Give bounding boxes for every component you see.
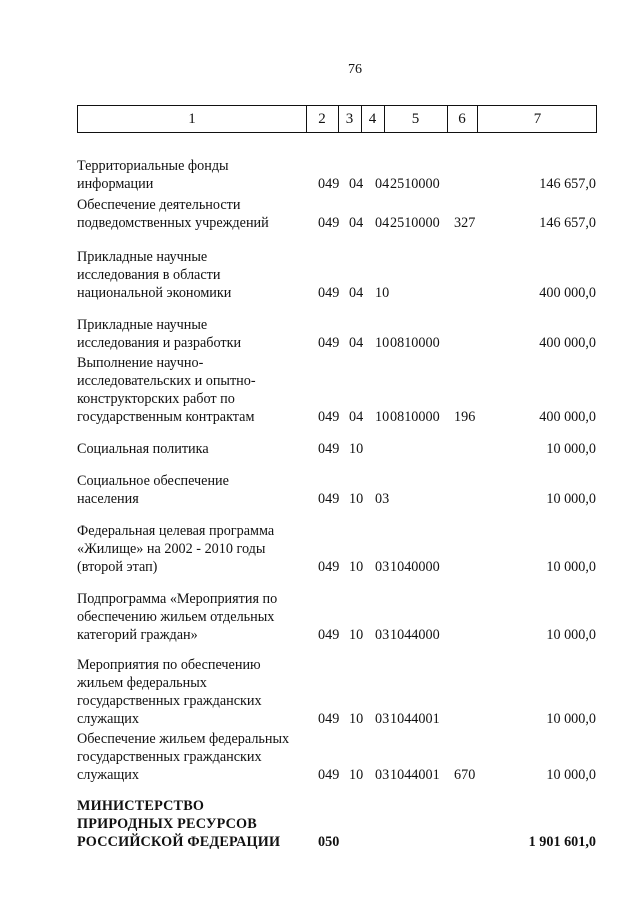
row-code-6: 327 (454, 215, 476, 231)
row-amount: 400 000,0 (539, 409, 596, 425)
row-code-2: 049 (318, 559, 340, 575)
row-code-4: 10 (375, 335, 390, 351)
table-row (0, 797, 640, 851)
table-row (0, 440, 640, 458)
table-row (0, 354, 640, 426)
row-amount: 10 000,0 (546, 559, 596, 575)
table-row (0, 730, 640, 784)
row-code-3: 04 (349, 215, 364, 231)
table-row (0, 656, 640, 728)
row-code-2: 049 (318, 215, 340, 231)
row-code-4: 04 (375, 215, 390, 231)
row-code-3: 10 (349, 767, 364, 783)
row-code-2: 049 (318, 441, 340, 457)
table-row (0, 590, 640, 644)
row-code-4: 10 (375, 285, 390, 301)
row-code-4: 03 (375, 767, 390, 783)
header-col-5: 5 (411, 110, 420, 127)
row-code-3: 10 (349, 711, 364, 727)
row-description: Социальная политика (77, 441, 209, 457)
row-description: Мероприятия по обеспечению жильем федеральных государственных гражданских служащих (77, 657, 262, 727)
row-code-3: 10 (349, 441, 364, 457)
row-amount: 146 657,0 (539, 215, 596, 231)
row-amount: 10 000,0 (546, 711, 596, 727)
row-code-4: 04 (375, 176, 390, 192)
row-code-5: 1044001 (390, 767, 440, 783)
table-row (0, 157, 640, 193)
header-col-7: 7 (533, 110, 542, 127)
header-col-3: 3 (345, 110, 354, 127)
header-col-6: 6 (458, 110, 466, 127)
row-code-4: 03 (375, 711, 390, 727)
column-header-table (77, 105, 597, 133)
row-code-2: 049 (318, 285, 340, 301)
row-code-5: 0810000 (390, 409, 440, 425)
row-description: Обеспечение жильем федеральных государственных гражданских служащих (77, 731, 290, 783)
row-code-5: 1044000 (390, 627, 440, 643)
row-code-2: 049 (318, 491, 340, 507)
row-code-5: 2510000 (390, 215, 440, 231)
row-code-2: 050 (318, 834, 340, 850)
header-col-2: 2 (318, 110, 326, 127)
row-description: МИНИСТЕРСТВО ПРИРОДНЫХ РЕСУРСОВ РОССИЙСКОЙ ФЕДЕРАЦИИ (77, 798, 281, 850)
row-amount: 10 000,0 (546, 767, 596, 783)
row-description: Выполнение научно- исследовательских и опытно- конструкторских работ по государственным контрактам (77, 355, 256, 425)
row-code-2: 049 (318, 627, 340, 643)
table-row (0, 248, 640, 302)
row-description: Федеральная целевая программа «Жилище» на 2002 - 2010 годы (второй этап) (77, 523, 275, 575)
row-description: Социальное обеспечение населения (77, 473, 229, 507)
header-col-4: 4 (368, 110, 377, 127)
row-code-3: 10 (349, 491, 364, 507)
row-description: Обеспечение деятельности подведомственных учреждений (77, 197, 269, 231)
page-number: 76 (348, 62, 362, 77)
row-description: Подпрограмма «Мероприятия по обеспечению жильем отдельных категорий граждан» (77, 591, 278, 643)
row-description: Прикладные научные исследования в области национальной экономики (77, 249, 232, 301)
row-amount: 400 000,0 (539, 335, 596, 351)
table-row (0, 316, 640, 352)
row-amount: 10 000,0 (546, 491, 596, 507)
table-row (0, 472, 640, 508)
row-description: Территориальные фонды информации (77, 158, 229, 192)
row-code-5: 1040000 (390, 559, 440, 575)
row-code-4: 03 (375, 491, 390, 507)
row-code-4: 03 (375, 559, 390, 575)
row-code-3: 04 (349, 176, 364, 192)
row-code-3: 10 (349, 559, 364, 575)
row-code-6: 670 (454, 767, 476, 783)
row-code-5: 1044001 (390, 711, 440, 727)
row-amount: 10 000,0 (546, 627, 596, 643)
row-description: Прикладные научные исследования и разработки (77, 317, 242, 351)
row-code-4: 03 (375, 627, 390, 643)
row-amount: 400 000,0 (539, 285, 596, 301)
row-code-2: 049 (318, 767, 340, 783)
row-code-5: 2510000 (390, 176, 440, 192)
table-row (0, 522, 640, 576)
row-code-3: 04 (349, 335, 364, 351)
row-code-4: 10 (375, 409, 390, 425)
row-code-3: 04 (349, 409, 364, 425)
row-amount: 146 657,0 (539, 176, 596, 192)
header-col-1: 1 (188, 110, 196, 127)
row-code-3: 10 (349, 627, 364, 643)
row-code-6: 196 (454, 409, 476, 425)
row-code-2: 049 (318, 335, 340, 351)
row-code-2: 049 (318, 409, 340, 425)
row-code-2: 049 (318, 176, 340, 192)
row-amount: 10 000,0 (546, 441, 596, 457)
row-amount: 1 901 601,0 (528, 834, 596, 850)
row-code-3: 04 (349, 285, 364, 301)
row-code-5: 0810000 (390, 335, 440, 351)
row-code-2: 049 (318, 711, 340, 727)
table-row (0, 196, 640, 232)
